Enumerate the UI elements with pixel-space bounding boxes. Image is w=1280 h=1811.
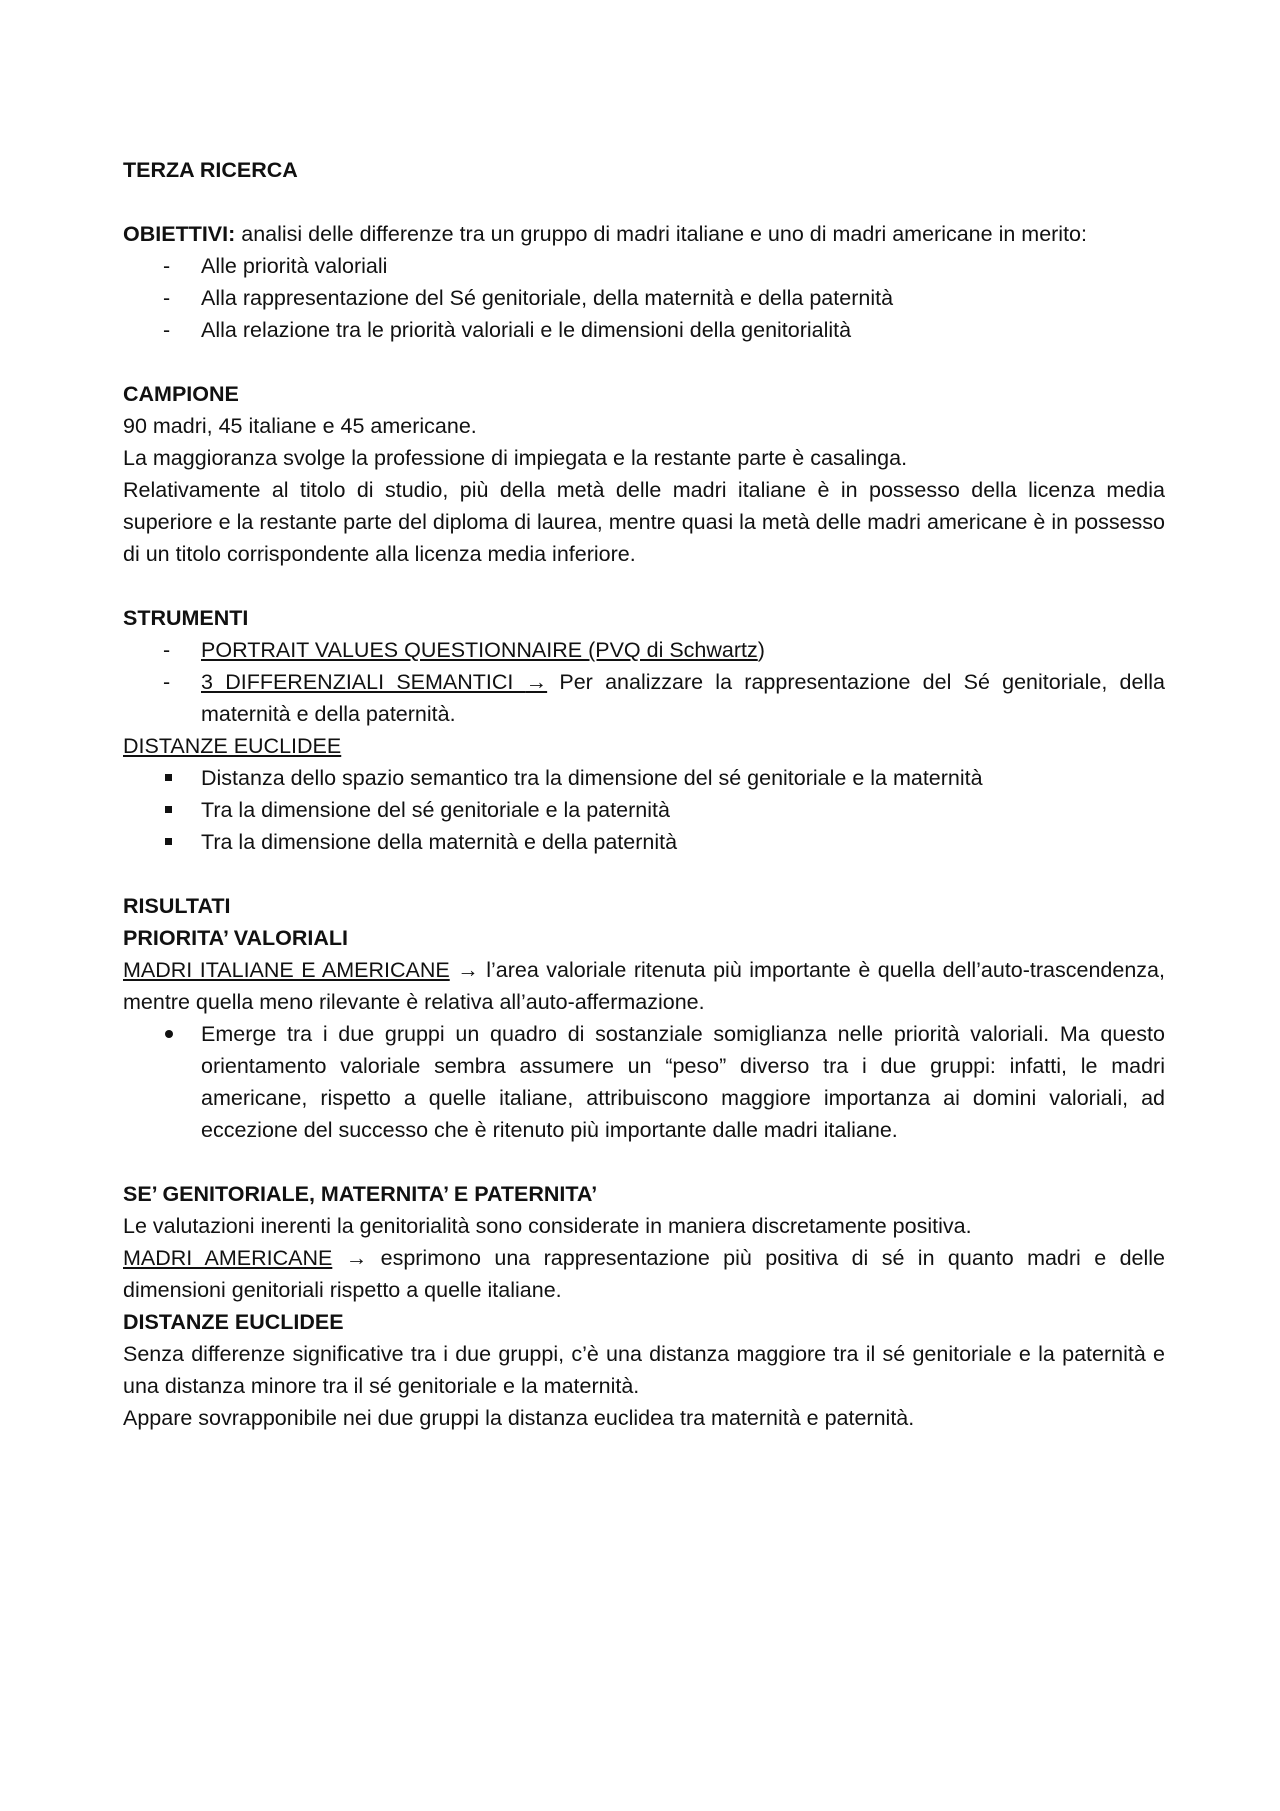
differenziali-tail: Per analizzare la rappresentazione del Sé genitoriale, della maternità e della paternità.: [201, 670, 1165, 726]
last-line: Appare sovrapponibile nei due gruppi la distanza euclidea tra maternità e paternità.: [123, 1406, 915, 1430]
spacer: [123, 570, 1165, 602]
distanze-heading: DISTANZE EUCLIDEE: [123, 734, 342, 758]
spacer: [123, 346, 1165, 378]
list-item: [123, 250, 1165, 282]
list-item: [123, 282, 1165, 314]
square-bullet-icon: [165, 806, 172, 813]
campione-line3: Relativamente al titolo di studio, più della metà delle madri italiane è in possesso della licenza media superiore e la restante parte del diploma di laurea, mentre quasi la metà delle madri americane è in possesso di un titolo corrispondente alla licenza media inferiore.: [123, 478, 1165, 566]
distanze-text: Senza differenze significative tra i due gruppi, c’è una distanza maggiore tra il sé genitoriale e la paternità e una distanza minore tra il sé genitoriale e la maternità.: [123, 1342, 1165, 1398]
list-item: [123, 762, 1165, 794]
square-bullet-icon: [165, 774, 172, 781]
list-item-text: Alle priorità valoriali: [201, 254, 388, 278]
priorita-heading: PRIORITA’ VALORIALI: [123, 926, 348, 950]
arrow-right-icon: →: [457, 958, 479, 982]
campione-heading: CAMPIONE: [123, 382, 239, 406]
list-item-text: Tra la dimensione della maternità e della paternità: [201, 830, 678, 854]
square-bullet-icon: [165, 838, 172, 845]
madri-americane-text: esprimono una rappresentazione più positiva di sé in quanto madri e delle dimensioni genitoriali rispetto a quelle italiane.: [123, 1246, 1165, 1302]
dash-marker: -: [163, 638, 171, 662]
document-page: [123, 154, 1165, 1434]
campione-line1: 90 madri, 45 italiane e 45 americane.: [123, 414, 477, 438]
campione-line2: La maggioranza svolge la professione di impiegata e la restante parte è casalinga.: [123, 446, 908, 470]
dash-marker: -: [163, 254, 171, 278]
madri-americane-paragraph: [123, 1242, 1165, 1306]
dash-marker: -: [163, 670, 171, 694]
obiettivi-list: [123, 250, 1165, 346]
round-bullet-icon: [165, 1030, 173, 1038]
list-item: [123, 314, 1165, 346]
list-item: [123, 634, 1165, 666]
arrow-right-icon: →: [345, 1246, 368, 1270]
list-item-text: Distanza dello spazio semantico tra la dimensione del sé genitoriale e la maternità: [201, 766, 983, 790]
strumenti-list: [123, 634, 1165, 730]
list-item: [123, 1018, 1165, 1146]
spacer: [123, 186, 1165, 218]
strumenti-heading: STRUMENTI: [123, 606, 249, 630]
spacer: [123, 1146, 1165, 1178]
distanze-euclidee-heading: DISTANZE EUCLIDEE: [123, 1310, 344, 1334]
list-item-text: Emerge tra i due gruppi un quadro di sostanziale somiglianza nelle priorità valoriali. Ma questo orientamento valoriale sembra assumere un “peso” diverso tra i due gruppi: infatti, le madri americane, rispetto a quelle italiane, attribuiscono maggiore importanza ai domini valoriali, ad eccezione del successo che è ritenuto più importante dalle madri italiane.: [201, 1022, 1165, 1142]
madri-americane-label: MADRI AMERICANE: [123, 1246, 333, 1270]
differenziali-label: [201, 670, 547, 694]
pvq-tail: ): [757, 638, 765, 662]
dash-marker: -: [163, 286, 171, 310]
se-genitoriale-heading: SE’ GENITORIALE, MATERNITA’ E PATERNITA’: [123, 1182, 598, 1206]
risultati-heading: RISULTATI: [123, 894, 231, 918]
madri-label: MADRI ITALIANE E AMERICANE: [123, 958, 450, 982]
list-item-text: Alla relazione tra le priorità valoriali e le dimensioni della genitorialità: [201, 318, 852, 342]
obiettivi-label: OBIETTIVI:: [123, 222, 236, 246]
list-item: [123, 826, 1165, 858]
differenziali-text: 3 DIFFERENZIALI SEMANTICI: [201, 670, 526, 694]
obiettivi-text: analisi delle differenze tra un gruppo di madri italiane e uno di madri americane in merito:: [235, 222, 1087, 246]
list-item: [123, 794, 1165, 826]
dash-marker: -: [163, 318, 171, 342]
distanze-list: [123, 762, 1165, 858]
se-genitoriale-line1: Le valutazioni inerenti la genitorialità sono considerate in maniera discretamente positiva.: [123, 1214, 972, 1238]
arrow-right-icon: →: [525, 670, 548, 694]
spacer: [123, 858, 1165, 890]
list-item-text: Alla rappresentazione del Sé genitoriale, della maternità e della paternità: [201, 286, 894, 310]
list-item-text: Tra la dimensione del sé genitoriale e la paternità: [201, 798, 670, 822]
pvq-label: PORTRAIT VALUES QUESTIONNAIRE (PVQ di Schwartz: [201, 638, 758, 662]
risultati-list: [123, 1018, 1165, 1146]
madri-paragraph: [123, 954, 1165, 1018]
document-title: TERZA RICERCA: [123, 158, 298, 182]
list-item: [123, 666, 1165, 730]
obiettivi-paragraph: [123, 218, 1165, 250]
madri-text: l’area valoriale ritenuta più importante è quella dell’auto-trascendenza, mentre quella meno rilevante è relativa all’auto-affermazione.: [123, 958, 1165, 1014]
